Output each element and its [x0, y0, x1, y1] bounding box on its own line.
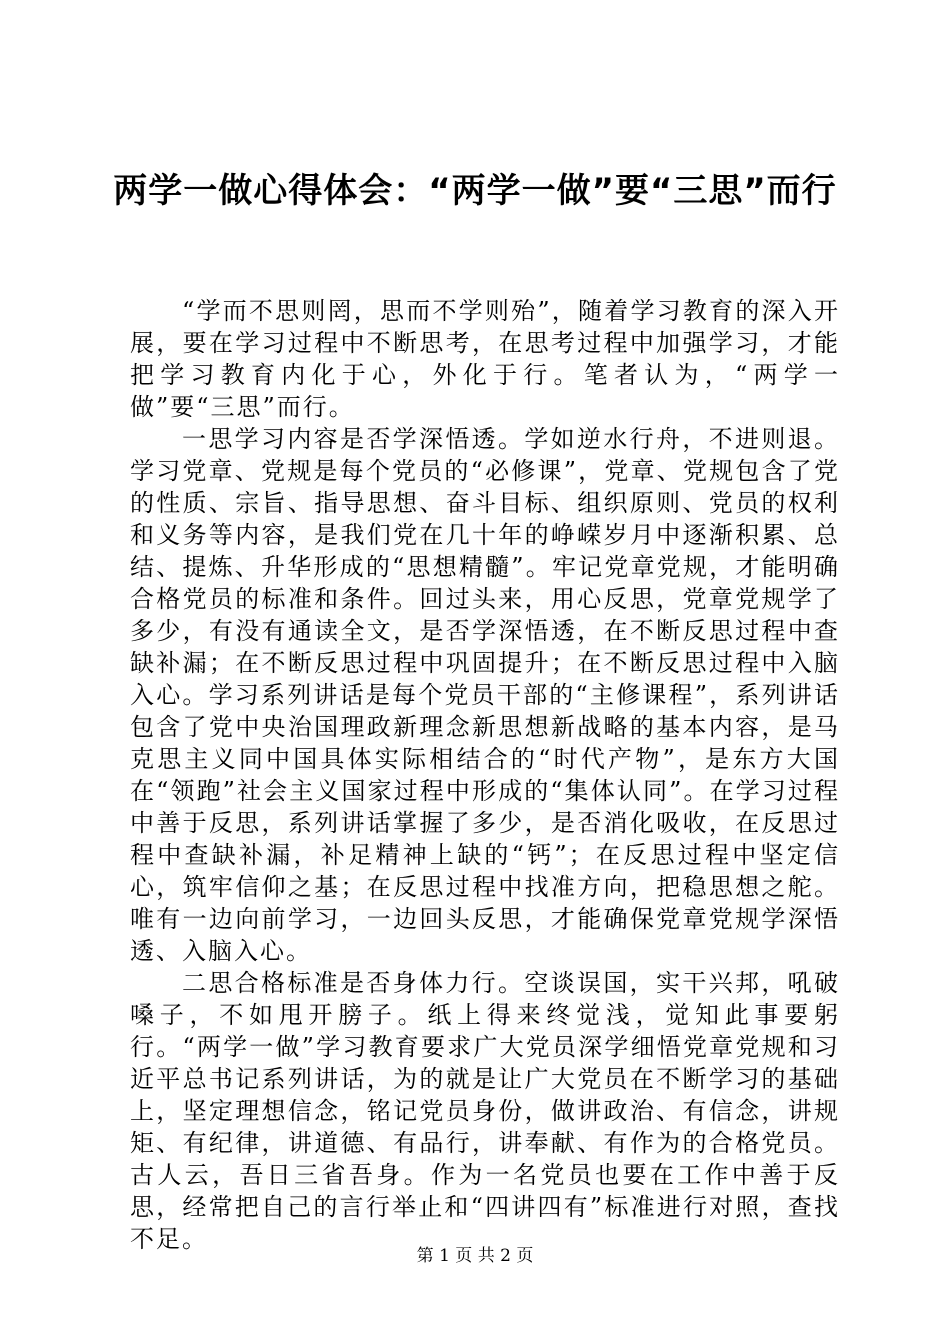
paragraph-intro: “学而不思则罔，思而不学则殆”，随着学习教育的深入开展，要在学习过程中不断思考，在思考过程中加强学习，才能把学习教育内化于心，外化于行。笔者认为，“两学一做”要“三思”而行。 — [130, 297, 840, 421]
paragraph-second-reflection: 二思合格标准是否身体力行。空谈误国，实干兴邦，吼破嗓子，不如甩开膀子。纸上得来终觉浅，觉知此事要躬行。“两学一做”学习教育要求广大党员深学细悟党章党规和习近平总书记系列讲话，为的就是让广大党员在不断学习的基础上，坚定理想信念，铭记党员身份，做讲政治、有信念，讲规矩、有纪律，讲道德、有品行，讲奉献、有作为的合格党员。古人云，吾日三省吾身。作为一名党员也要在工作中善于反思，经常把自己的言行举止和“四讲四有”标准进行对照，查找不足。 — [130, 969, 840, 1253]
page-footer: 第 1 页 共 2 页 — [416, 1246, 534, 1266]
paragraph-first-reflection: 一思学习内容是否学深悟透。学如逆水行舟，不进则退。学习党章、党规是每个党员的“必修课”，党章、党规包含了党的性质、宗旨、指导思想、奋斗目标、组织原则、党员的权利和义务等内容，是我们党在几十年的峥嵘岁月中逐渐积累、总结、提炼、升华形成的“思想精髓”。牢记党章党规，才能明确合格党员的标准和条件。回过头来，用心反思，党章党规学了多少，有没有通读全文，是否学深悟透，在不断反思过程中查缺补漏；在不断反思过程中巩固提升；在不断反思过程中入脑入心。学习系列讲话是每个党员干部的“主修课程”，系列讲话包含了党中央治国理政新理念新思想新战略的基本内容，是马克思主义同中国具体实际相结合的“时代产物”，是东方大国在“领跑”社会主义国家过程中形成的“集体认同”。在学习过程中善于反思，系列讲话掌握了多少，是否消化吸收，在反思过程中查缺补漏，补足精神上缺的“钙”；在反思过程中坚定信心，筑牢信仰之基；在反思过程中找准方向，把稳思想之舵。唯有一边向前学习，一边回头反思，才能确保党章党规学深悟透、入脑入心。 — [130, 425, 840, 965]
document-body — [130, 295, 840, 1255]
document-title: 两学一做心得体会：“两学一做”要“三思”而行 — [113, 171, 837, 211]
